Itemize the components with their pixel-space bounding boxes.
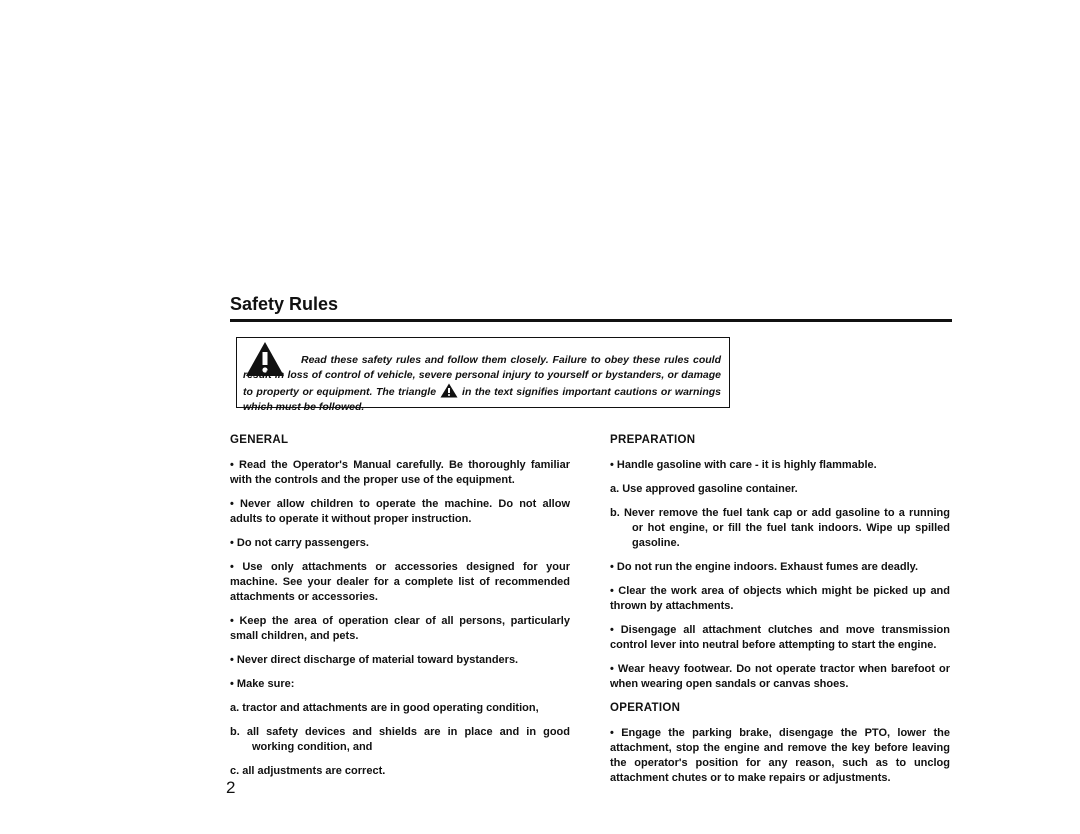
- inline-triangle-icon: [440, 383, 458, 398]
- preparation-item: • Disengage all attachment clutches and move transmission control lever into neutral before attempting to start the engine.: [610, 624, 950, 651]
- general-item: • Never direct discharge of material toward bystanders.: [230, 654, 519, 666]
- operation-heading: OPERATION: [610, 702, 681, 714]
- preparation-column: [610, 433, 950, 795]
- general-subitem: b. all safety devices and shields are in place and in good working condition, and: [230, 726, 570, 753]
- general-item: • Use only attachments or accessories designed for your machine. See your dealer for a complete list of recommended attachments or accessories.: [230, 561, 570, 603]
- preparation-item: • Do not run the engine indoors. Exhaust fumes are deadly.: [610, 561, 919, 573]
- general-item: • Do not carry passengers.: [230, 537, 369, 549]
- preparation-subitem: a. Use approved gasoline container.: [610, 483, 798, 495]
- general-subitem: c. all adjustments are correct.: [230, 765, 386, 777]
- operation-item: • Engage the parking brake, disengage the PTO, lower the attachment, stop the engine and remove the key before leaving the operator's position for any reason, such as to unclog attachment chutes or to make repairs or adjustments.: [610, 727, 950, 784]
- general-item: • Read the Operator's Manual carefully. Be thoroughly familiar with the controls and the proper use of the equipment.: [230, 459, 570, 486]
- general-subitem: a. tractor and attachments are in good operating condition,: [230, 702, 539, 714]
- general-item: • Make sure:: [230, 678, 295, 690]
- preparation-subitem: b. Never remove the fuel tank cap or add gasoline to a running or hot engine, or fill the fuel tank indoors. Wipe up spilled gasoline.: [610, 507, 950, 549]
- title-rule: [230, 319, 952, 322]
- preparation-heading: PREPARATION: [610, 434, 696, 446]
- general-item: • Never allow children to operate the machine. Do not allow adults to operate it without proper instruction.: [230, 498, 570, 525]
- warning-text-before: Read these safety rules and follow them closely. Failure to obey these rules could result in loss of control of vehicle, severe personal injury to yourself or bystanders, or damage to property or equipment. The triangle: [243, 353, 721, 398]
- general-item: • Keep the area of operation clear of all persons, particularly small children, and pets.: [230, 615, 570, 642]
- page-title: Safety Rules: [230, 294, 339, 314]
- warning-text: [243, 353, 721, 415]
- general-column: [230, 433, 570, 788]
- general-heading: GENERAL: [230, 434, 289, 446]
- preparation-item: • Handle gasoline with care - it is highly flammable.: [610, 459, 877, 471]
- preparation-item: • Wear heavy footwear. Do not operate tractor when barefoot or when wearing open sandals or canvas shoes.: [610, 663, 950, 690]
- warning-text-after: in the text signifies important cautions or warnings which must be followed.: [243, 385, 721, 413]
- page-number: 2: [226, 778, 236, 797]
- warning-box: [236, 337, 730, 413]
- preparation-item: • Clear the work area of objects which might be picked up and thrown by attachments.: [610, 585, 950, 612]
